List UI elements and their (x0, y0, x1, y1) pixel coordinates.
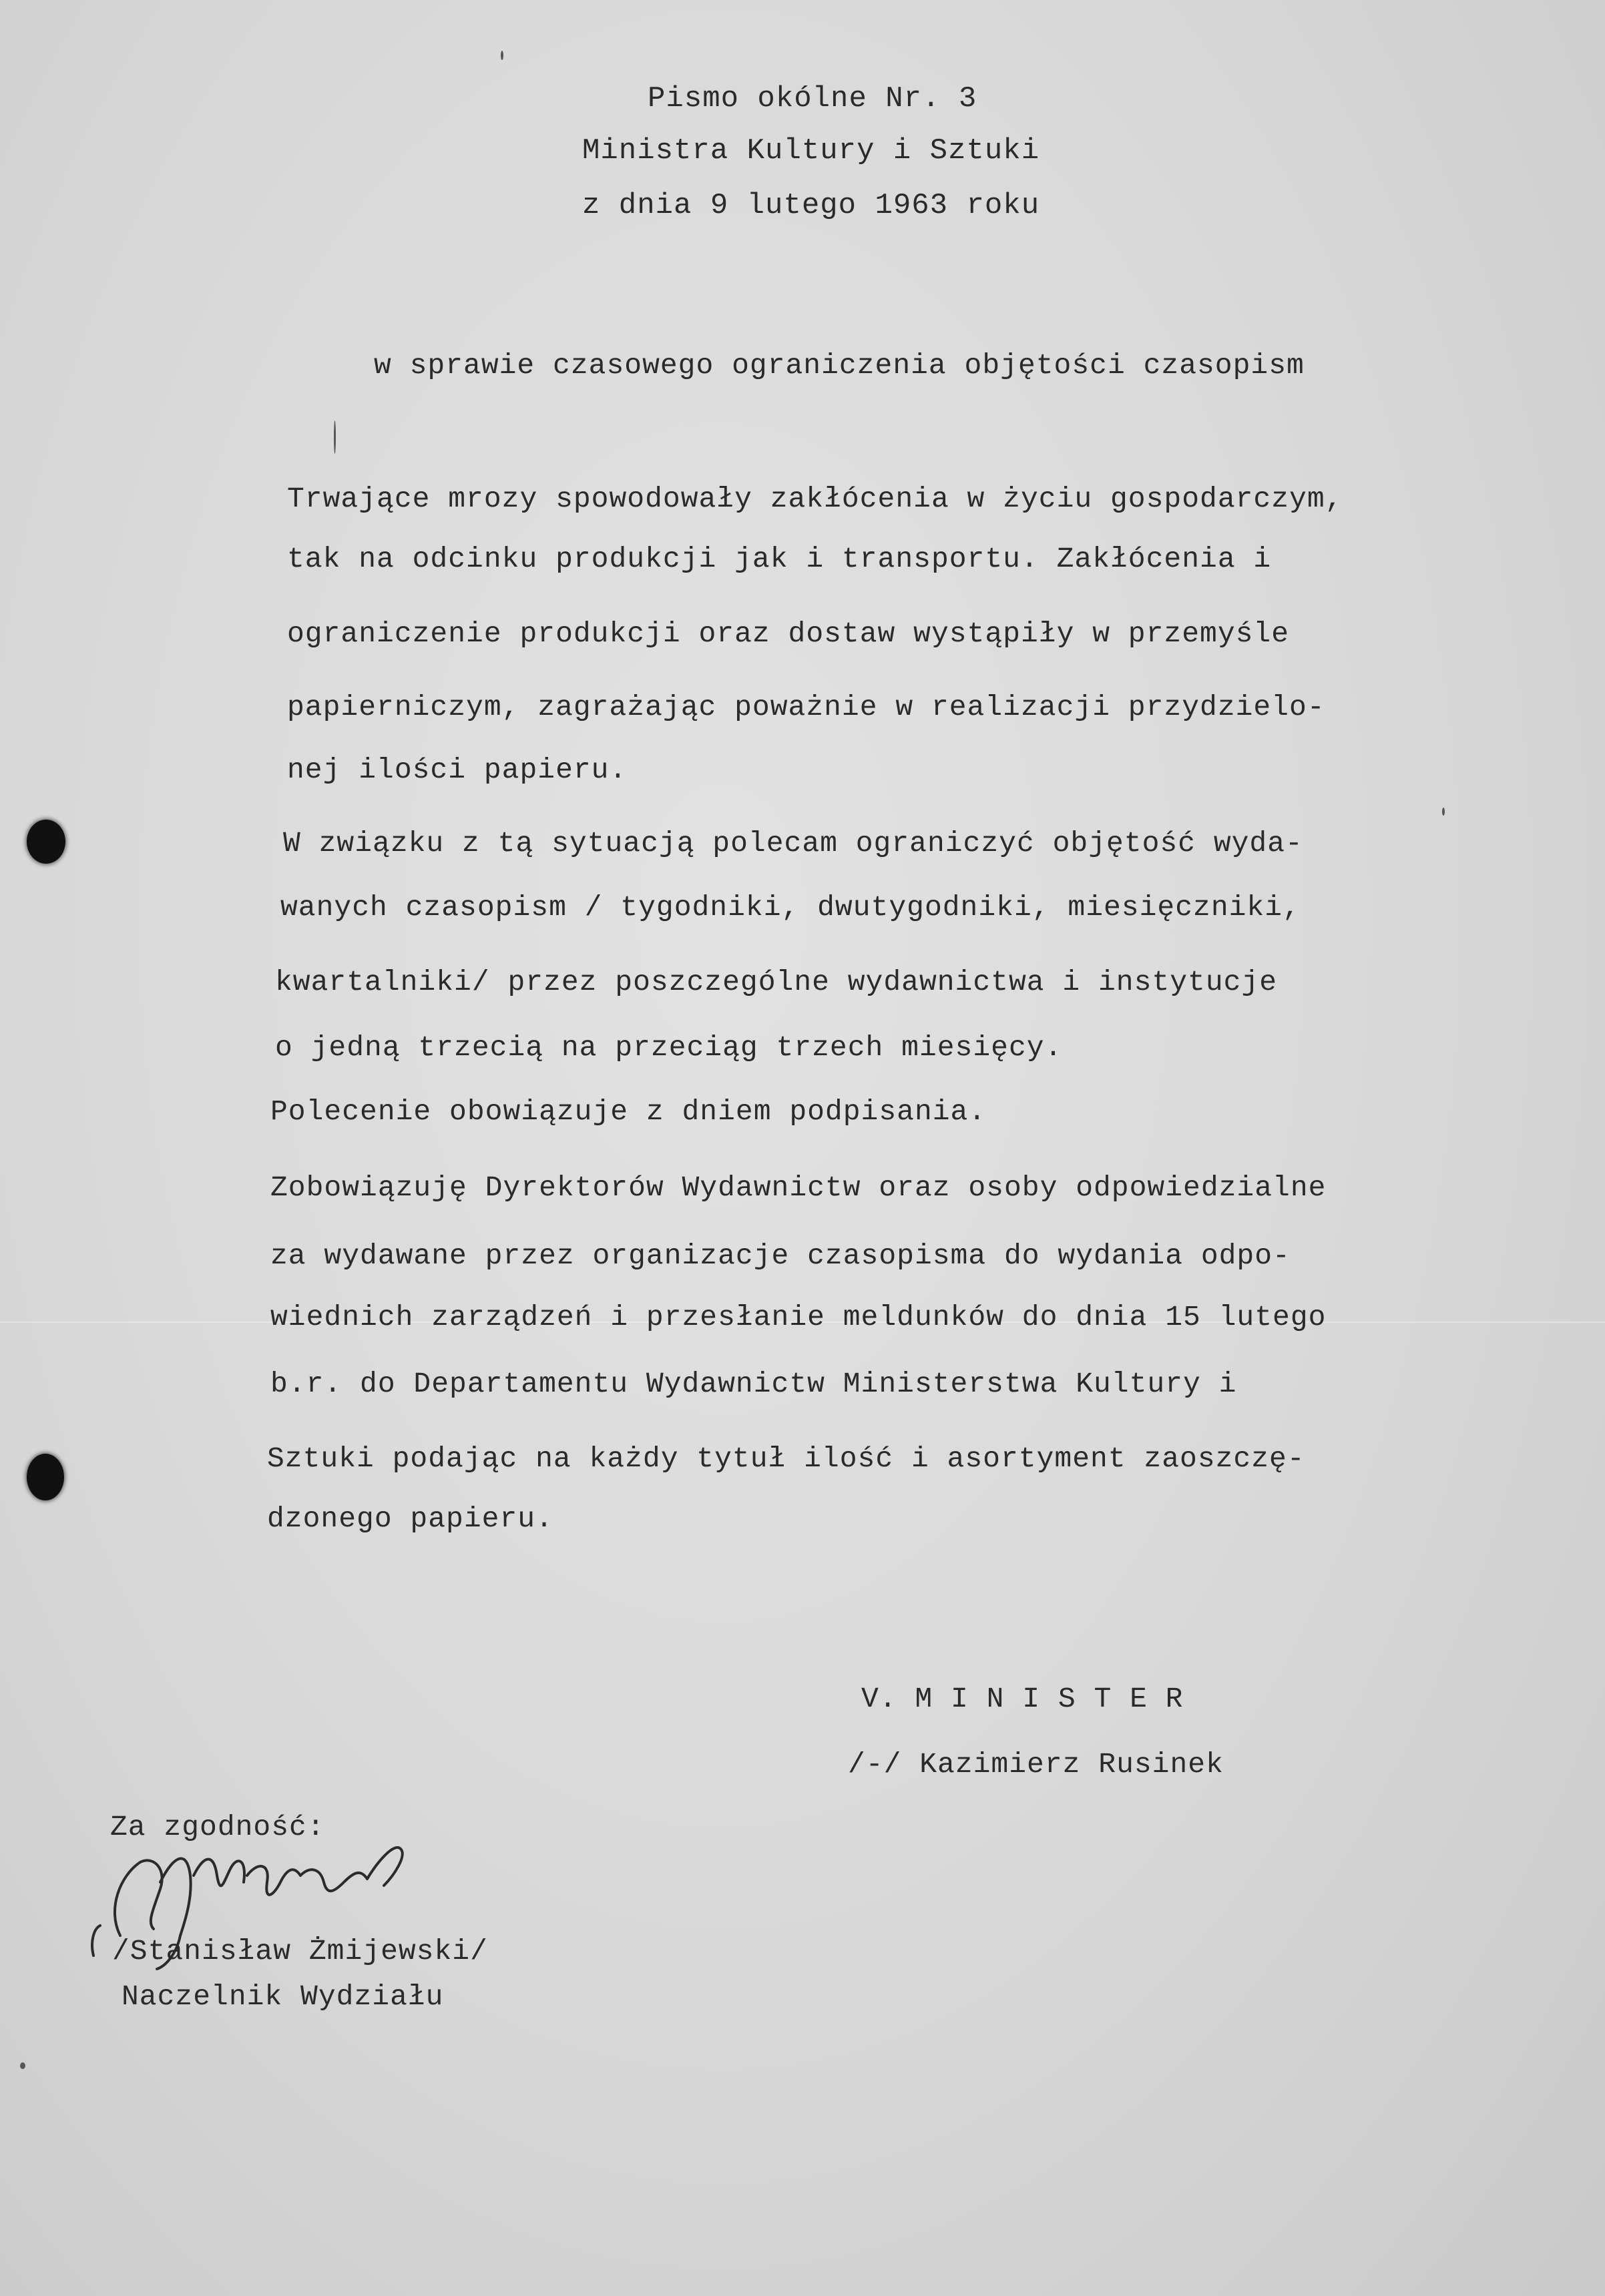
punch-hole-top (27, 820, 65, 864)
body-line: Trwające mrozy spowodowały zakłócenia w życiu gospodarczym, (287, 483, 1343, 515)
body-line: papierniczym, zagrażając poważnie w realizacji przydzielo- (287, 691, 1325, 724)
body-line: o jedną trzecią na przeciąg trzech miesięcy. (275, 1031, 1063, 1064)
body-line: kwartalniki/ przez poszczególne wydawnictwa i instytucje (275, 966, 1278, 998)
paper-speck (501, 51, 503, 60)
subject-line: w sprawie czasowego ograniczenia objętości czasopism (374, 349, 1305, 382)
attestation-position: Naczelnik Wydziału (122, 1980, 444, 2013)
body-line: dzonego papieru. (267, 1502, 553, 1535)
minister-name: /-/ Kazimierz Rusinek (848, 1748, 1224, 1781)
heading-line-1: Pismo okólne Nr. 3 (648, 82, 977, 115)
heading-line-3: z dnia 9 lutego 1963 roku (582, 189, 1040, 222)
body-line: W związku z tą sytuacją polecam ograniczyć objętość wyda- (283, 827, 1303, 860)
body-line: wiednich zarządzeń i przesłanie meldunków do dnia 15 lutego (270, 1301, 1327, 1334)
paper-speck (334, 420, 336, 454)
body-line: tak na odcinku produkcji jak i transportu. Zakłócenia i (287, 543, 1272, 575)
body-line: ograniczenie produkcji oraz dostaw wystąpiły w przemyśle (287, 617, 1290, 650)
punch-hole-bottom (27, 1454, 64, 1500)
body-line: Polecenie obowiązuje z dniem podpisania. (270, 1095, 987, 1128)
attestation-name: /Stanisław Żmijewski/ (112, 1935, 488, 1968)
body-line: b.r. do Departamentu Wydawnictw Ministerstwa Kultury i (270, 1368, 1237, 1400)
body-line: nej ilości papieru. (287, 754, 628, 786)
body-line: za wydawane przez organizacje czasopisma do wydania odpo- (270, 1239, 1291, 1272)
body-line: wanych czasopism / tygodniki, dwutygodniki, miesięczniki, (280, 891, 1301, 924)
minister-title: V. M I N I S T E R (861, 1683, 1184, 1715)
heading-line-2: Ministra Kultury i Sztuki (582, 134, 1040, 168)
paper-speck (1442, 808, 1445, 816)
body-line: Sztuki podając na każdy tytuł ilość i asortyment zaoszczę- (267, 1442, 1305, 1475)
paper-speck (20, 2062, 25, 2069)
attestation-label: Za zgodność: (110, 1811, 325, 1843)
body-line: Zobowiązuję Dyrektorów Wydawnictw oraz osoby odpowiedzialne (270, 1171, 1327, 1204)
